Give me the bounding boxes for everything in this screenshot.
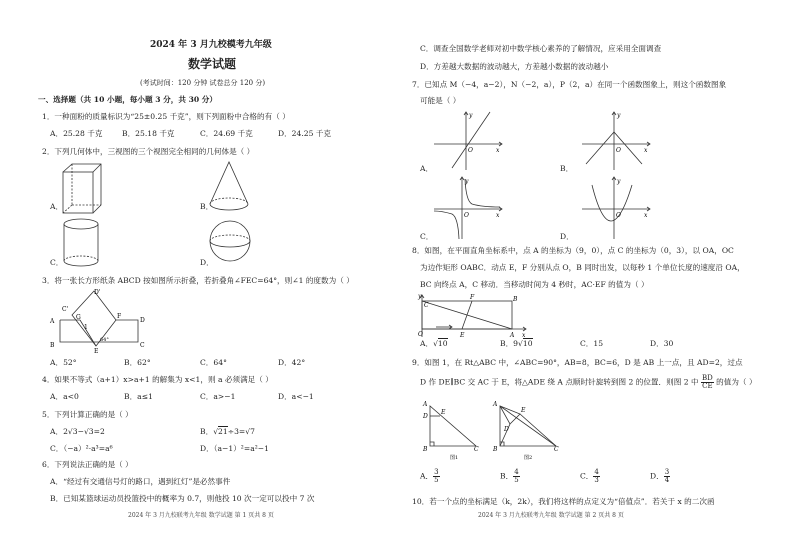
q3-label-angle-64: 64° (100, 337, 109, 343)
q9-option-c-prefix: C． (580, 471, 594, 481)
q9-line1: 9．如图 1，在 Rt△ABC 中，∠ABC=90°，AB=8，BC=6，D 是 AB 上一点，且 AD=2，过点 (412, 358, 743, 367)
q7-graph-a (432, 108, 506, 172)
q9-option-b-fraction (513, 469, 519, 484)
q9-ratio-fraction (701, 375, 714, 390)
q8-line1: 8．如图，在平面直角坐标系中，点 A 的坐标为（9，0），点 C 的坐标为（0，3），以 OA，OC (412, 246, 734, 255)
q8-option-a-radicand: 10 (437, 339, 448, 348)
q3-label-d-prime: D' (94, 289, 101, 296)
section-heading: 一、选择题（共 10 小题，每小题 3 分，共 30 分） (38, 95, 217, 104)
q3-option-c: C．64° (200, 358, 227, 367)
q9-option-d-fraction (664, 469, 670, 484)
q4-option-c: C．a>−1 (200, 392, 236, 401)
q7-d-y-label: y (617, 178, 621, 185)
q9-option-c-den: 3 (594, 476, 599, 484)
q7-b-y-label: y (617, 112, 621, 119)
q3-label-e: E (94, 348, 99, 355)
q7-a-origin-label: O (468, 147, 473, 154)
q9-f2-label-a: A (493, 401, 498, 408)
q7-option-c: C． (420, 232, 434, 241)
q9-option-a-prefix: A． (420, 471, 434, 481)
q8-option-b-prefix: B．9 (500, 339, 519, 348)
q9-option-c-num: 4 (594, 468, 599, 476)
q9-f2-label-b: B (493, 446, 498, 453)
q6-option-c: C．调查全国数学老师对初中数学核心素养的了解情况，应采用全面调查 (420, 44, 662, 53)
q6-option-a: A．“经过有交通信号灯的路口，遇到红灯”是必然事件 (50, 477, 231, 486)
q6-stem: 6．下列说法正确的是（ ） (42, 460, 133, 469)
q9-ratio-numerator: BD (701, 374, 713, 382)
q7-a-y-label: y (469, 112, 473, 119)
q9-option-d-den: 4 (664, 476, 670, 484)
q9-option-a-den: 5 (434, 476, 439, 484)
q7-stem-line2: 可能是（ ） (420, 96, 461, 105)
q7-graph-b (580, 108, 654, 172)
q5-stem: 5．下列计算正确的是（ ） (42, 410, 133, 419)
q4-option-a: A．a<0 (50, 392, 79, 401)
footer-right: 2024 年 3 月九校联考九年级 数学试题 第 2 页共 8 页 (478, 512, 624, 519)
q9-option-b-prefix: B． (500, 471, 514, 481)
q8-label-c: C (424, 302, 429, 309)
q8-line3: BC 向终点 A，C 移动．当移动时间为 4 秒时，AC·EF 的值为（ ） (420, 280, 649, 289)
q9-option-d-num: 3 (664, 468, 670, 476)
q2-option-c: C． (50, 258, 64, 267)
q3-label-c-prime: C' (62, 306, 69, 313)
q2-option-a: A． (50, 202, 64, 211)
q2-stem: 2．下列几何体中，三视图的三个视图完全相同的几何体是（ ） (42, 147, 255, 156)
q7-b-origin-label: O (616, 147, 621, 154)
q7-option-a: A． (420, 164, 434, 173)
exam-title: 2024 年 3 月九校模考九年级 (150, 40, 272, 50)
q7-a-x-label: x (496, 147, 500, 154)
q4-option-d: D．a<−1 (278, 392, 314, 401)
q7-c-x-label: x (496, 212, 500, 219)
q3-fold-figure (50, 289, 146, 355)
q1-option-b: B．25.18 千克 (122, 129, 175, 138)
q9-option-d (650, 469, 670, 484)
q7-graph-c (432, 175, 506, 241)
q4-option-b: B．a≤1 (124, 392, 153, 401)
q5-option-b: B．√21÷3=√7 (200, 427, 255, 436)
q9-option-c-fraction (593, 469, 599, 484)
q5-option-c: C．（−a）²·a³=a⁶ (50, 444, 113, 453)
q2-option-d: D． (200, 258, 214, 267)
q6-option-d: D．方差越大数据的波动越大，方差越小数据的波动越小 (420, 62, 609, 71)
exam-info: (考试时间：120 分钟 试卷总分 120 分) (140, 79, 266, 87)
q10-stem: 10．若一个点的坐标满足（k，2k），我们将这样的点定义为“倍值点”．若关于 x 的二次函 (412, 497, 715, 506)
q1-option-c: C．24.69 千克 (200, 129, 253, 138)
q3-label-c: C (140, 342, 145, 349)
q9-f1-label-a: A (423, 401, 428, 408)
q5-option-a: A．2√3−√3=2 (50, 427, 105, 436)
q9-f1-label-c: C (474, 446, 479, 453)
q9-option-c (580, 469, 600, 484)
q8-option-a-prefix: A． (420, 339, 434, 348)
q9-f2-label-e: E (521, 407, 526, 414)
subject-title: 数学试题 (188, 57, 237, 71)
q9-f2-label-c: C (554, 446, 559, 453)
q9-line2-tail: 的值为（ ） (716, 377, 757, 387)
q9-option-b-num: 4 (514, 468, 519, 476)
sphere-figure (208, 219, 252, 263)
q9-line2 (420, 375, 757, 390)
q1-option-d: D．24.25 千克 (278, 129, 332, 138)
q7-option-d: D． (560, 232, 574, 241)
q9-option-d-prefix: D． (650, 471, 664, 481)
q5-option-d: D．（a−1）²=a²−1 (200, 444, 269, 453)
q8-label-x: x (522, 332, 526, 339)
q2-option-b: B． (200, 202, 214, 211)
q9-figure-2 (490, 398, 562, 460)
q7-option-b: B． (560, 164, 574, 173)
q8-label-e: E (460, 332, 465, 339)
q9-f1-caption: 图1 (450, 455, 459, 461)
q4-stem: 4．如果不等式（a+1）x>a+1 的解集为 x<1，则 a 必须满足（ ） (42, 375, 273, 384)
q7-stem: 7．已知点 M（−4，a−2），N（−2，a），P（2，a）在同一个函数图象上，则这个函数图象 (412, 80, 727, 89)
q8-option-a: A．√10 (420, 339, 448, 348)
q8-label-o: O (418, 331, 423, 338)
q5-option-b-rest: ÷3=√7 (227, 427, 255, 436)
q5-option-b-prefix: B． (200, 427, 214, 436)
q3-stem: 3．将一张长方形纸条 ABCD 按如图所示折叠，若折叠角∠FEC=64°，则∠1 的度数为（ ） (42, 276, 354, 285)
q8-line2: 为边作矩形 OABC．动点 E，F 分别从点 O，B 同时出发，以每秒 1 个单位长度的速度沿 OA， (420, 263, 745, 272)
q7-d-x-label: x (644, 212, 648, 219)
q9-line2-text: D 作 DE∥BC 交 AC 于 E，将△ADE 绕 A 点顺时针旋转到图 2 的位置．则图 2 中 (420, 377, 699, 387)
q9-f1-label-d: D (423, 413, 428, 420)
q7-graph-d (580, 175, 654, 241)
q9-option-b (500, 469, 520, 484)
q7-c-y-label: y (465, 178, 469, 185)
q3-label-g: G (76, 314, 81, 321)
cylinder-figure (62, 217, 100, 269)
q8-option-b-radicand: 10 (522, 339, 533, 348)
q9-option-a-num: 3 (434, 468, 439, 476)
q8-option-b: B．9√10 (500, 339, 533, 348)
q7-b-x-label: x (644, 147, 648, 154)
q8-rectangle-figure (418, 291, 530, 339)
q9-figure-1 (420, 398, 480, 460)
q1-option-a: A．25.28 千克 (50, 129, 103, 138)
q9-f1-label-e: E (441, 409, 446, 416)
q9-option-a-fraction (433, 469, 439, 484)
q6-option-b: B．已知某篮球运动员投篮投中的概率为 0.7，则他投 10 次一定可以投中 7 次 (50, 494, 315, 503)
q8-label-y: y (418, 293, 422, 300)
q7-c-origin-label: O (464, 212, 469, 219)
q9-option-a (420, 469, 440, 484)
q3-option-a: A．52° (50, 358, 77, 367)
q3-label-f: F (117, 313, 122, 320)
q3-option-b: B．62° (124, 358, 151, 367)
q8-label-a: A (510, 332, 515, 339)
q8-label-b: B (513, 296, 518, 303)
q3-option-d: D．42° (278, 358, 306, 367)
footer-left: 2024 年 3 月九校联考九年级 数学试题 第 1 页共 8 页 (128, 512, 274, 519)
q3-label-a: A (50, 318, 55, 325)
q8-option-d: D．30 (650, 339, 674, 348)
q8-option-c: C．15 (580, 339, 604, 348)
q5-option-b-radicand: 21 (218, 427, 228, 436)
cone-figure (208, 161, 250, 213)
q9-f2-caption: 图2 (524, 455, 533, 461)
q9-ratio-denominator: CE (702, 382, 713, 390)
q1-stem: 1．一种面粉的质量标识为“25±0.25 千克”，则下列面粉中合格的有（ ） (42, 112, 290, 121)
q7-d-origin-label: O (616, 212, 621, 219)
q3-label-angle-1: 1 (84, 324, 88, 331)
q9-f2-label-d: D (504, 426, 509, 433)
q3-label-d: D (140, 317, 145, 324)
q3-label-b: B (50, 342, 55, 349)
q9-option-b-den: 5 (514, 476, 519, 484)
cuboid-figure (62, 163, 104, 215)
q9-f1-label-b: B (423, 446, 428, 453)
q8-label-f: F (470, 294, 475, 301)
